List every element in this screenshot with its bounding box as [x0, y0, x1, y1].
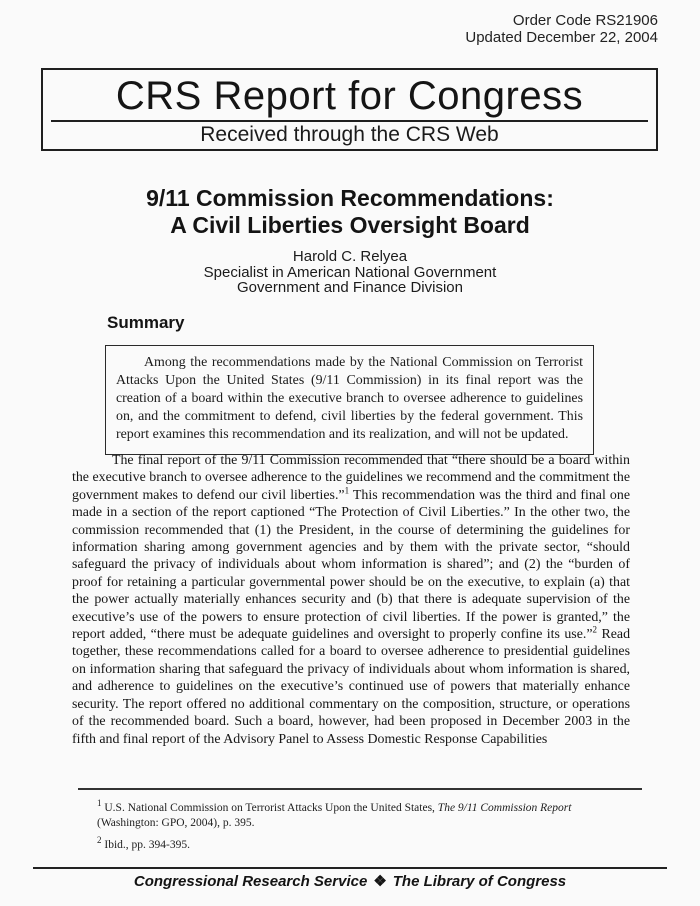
- footnote-2-text: Ibid., pp. 394-395.: [101, 839, 190, 851]
- summary-text: Among the recommendations made by the National Commission on Terrorist Attacks Upon the United States (9/11 Commission) in its final report was the creation of a board within the executive branch to oversee adherence to guidelines on, and the commitment to defend, civil liberties by the federal government. This report examines this recommendation and its realization, and will not be updated.: [116, 355, 583, 442]
- author-title: Specialist in American National Government: [203, 263, 497, 281]
- report-title-line2: A Civil Liberties Oversight Board: [170, 212, 530, 238]
- body-paragraph: [72, 452, 630, 748]
- footnote-divider: [78, 788, 642, 790]
- author-block: [0, 249, 700, 296]
- report-title-line1: 9/11 Commission Recommendations:: [146, 185, 554, 211]
- footer-library-name: The Library of Congress: [392, 873, 567, 890]
- footer-divider: [33, 867, 667, 869]
- author-division: Government and Finance Division: [237, 279, 463, 296]
- footnote-2-marker: 2: [97, 835, 102, 846]
- footnote-2: [97, 835, 597, 853]
- footer: [0, 872, 700, 890]
- summary-heading: Summary: [107, 313, 185, 332]
- report-title: [0, 185, 700, 239]
- footnote-ref-1: 1: [344, 485, 350, 496]
- order-code-block: [465, 13, 658, 46]
- diamond-icon: ❖: [373, 873, 387, 890]
- body-segment-1: The final report of the 9/11 Commission recommended that “there should be a board within the executive branch to oversee adherence to the guidelines we recommend and the commitment the government makes to defend our civil liberties.”: [72, 453, 630, 503]
- footnote-1: [97, 798, 597, 830]
- masthead-divider: [51, 120, 648, 122]
- masthead-subtitle: Received through the CRS Web: [200, 123, 499, 146]
- summary-box: [105, 345, 594, 455]
- masthead-box: [41, 68, 658, 151]
- footer-service-name: Congressional Research Service: [133, 873, 368, 890]
- author-name: Harold C. Relyea: [292, 248, 408, 265]
- masthead-title: CRS Report for Congress: [115, 74, 584, 118]
- footnotes-block: [97, 798, 597, 861]
- footnote-ref-2: 2: [592, 624, 598, 635]
- footnote-1-text: U.S. National Commission on Terrorist Attacks Upon the United States,: [101, 802, 438, 814]
- footnote-1-marker: 1: [97, 798, 102, 809]
- order-code: Order Code RS21906: [512, 12, 658, 29]
- updated-date: Updated December 22, 2004: [465, 28, 658, 46]
- body-segment-3: Read together, these recommendations called for a board to oversee adherence to presidential guidelines on information sharing that safeguard the privacy of individuals about whom information is shared, and adherence to guidelines on the executive’s continued use of powers that materially enhance security. The report offered no additional commentary on the composition, structure, or operations of the recommended board. Such a board, however, had been proposed in December 2003 in the fifth and final report of the Advisory Panel to Assess Domestic Response Capabilities: [72, 627, 631, 747]
- footnote-1-italic-title: The 9/11 Commission Report: [437, 802, 572, 814]
- footnote-1-text-end: (Washington: GPO, 2004), p. 395.: [97, 816, 255, 829]
- body-segment-2: This recommendation was the third and final one made in a section of the report captioned “The Protection of Civil Liberties.” In the other two, the commission recommended that (1) the President, in the course of determining the guidelines for information sharing among government agencies and by them with the private sector, “should safeguard the privacy of individuals about whom information is shared”; and (2) the “burden of proof for retaining a particular governmental power should be on the executive, to explain (a) that the power actually materially enhances security and (b) that there is adequate supervision of the executive’s use of the powers to ensure protection of civil liberties. If the power is granted,” the report added, “there must be adequate guidelines and oversight to properly confine its use.”: [72, 487, 630, 643]
